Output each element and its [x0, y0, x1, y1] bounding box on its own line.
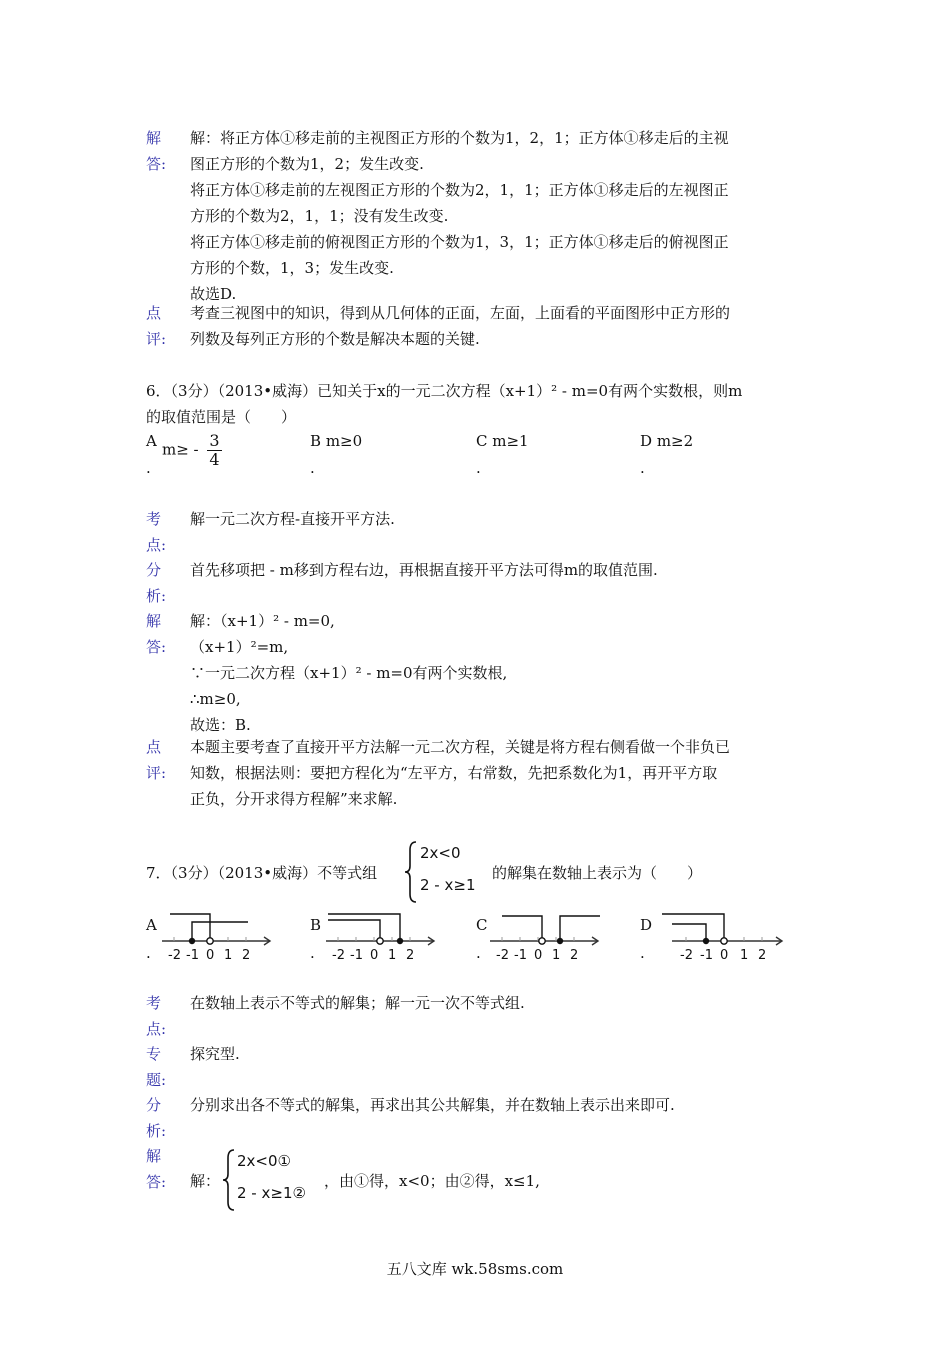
q7-option-d-number-line[interactable] [660, 906, 785, 962]
q7-option-b-dot: . [310, 944, 315, 962]
q6-comment-text: 本题主要考查了直接开平方法解一元二次方程，关键是将方程右侧看做一个非负已 知数，根据法则：要把方程化为“左平方，右常数，先把系数化为1，再开平方取 正负，分开求得方程解”来求解. [190, 738, 731, 808]
q7-ineq-2: 2 - x≥1 [420, 876, 476, 894]
q6-stem: 6．（3分）（2013•威海）已知关于x的一元二次方程（x+1）² - m=0有两个实数根，则m 的取值范围是（ ） [146, 382, 743, 426]
q7-option-a-dot: . [146, 944, 151, 962]
tick-label: -2 [332, 948, 345, 962]
q7-option-c-dot: . [476, 944, 481, 962]
tick-label: 1 [224, 948, 233, 962]
q6-answer-text: 解：（x+1）² - m=0, （x+1）²=m, ∵一元二次方程（x+1）² - m=0有两个实数根, ∴m≥0, 故选：B. [190, 612, 508, 734]
closed-point [189, 938, 195, 944]
q7-answer-label: 解 答: [146, 1147, 167, 1191]
open-point [721, 938, 727, 944]
open-point [539, 938, 545, 944]
q5-answer-label: 解 答: [146, 129, 167, 173]
q7-answer-prefix: 解： [190, 1172, 221, 1190]
q5-comment-text: 考查三视图中的知识，得到从几何体的正面，左面，上面看的平面图形中正方形的 列数及每列正方形的个数是解决本题的关键. [190, 304, 731, 348]
tick-label: -2 [496, 948, 509, 962]
q7-zhuanti-text: 探究型. [190, 1045, 240, 1063]
tick-label: 1 [552, 948, 561, 962]
q6-option-c-dot: . [476, 459, 481, 477]
q5-comment-label: 点 评: [146, 304, 167, 348]
tick-label: 1 [388, 948, 397, 962]
tick-label: 0 [720, 948, 729, 962]
q7-answer-ineq-2: 2 - x≥1② [237, 1184, 306, 1202]
tick-label: -1 [186, 948, 199, 962]
q7-stem-suffix: 的解集在数轴上表示为（ ） [492, 864, 703, 882]
tick-label: 0 [370, 948, 379, 962]
q7-option-d-dot: . [640, 944, 645, 962]
tick-label: 1 [740, 948, 749, 962]
q7-zhuanti-label: 专 题: [146, 1045, 167, 1089]
q7-option-d[interactable]: D [640, 916, 653, 934]
closed-point [557, 938, 563, 944]
closed-point [397, 938, 403, 944]
q6-option-a-dot: . [146, 459, 151, 477]
q7-kaodian-label: 考 点: [146, 994, 167, 1038]
q7-answer-ineq-1: 2x<0① [237, 1152, 291, 1170]
q7-option-a-number-line[interactable] [160, 906, 275, 962]
closed-point [703, 938, 709, 944]
tick-label: -2 [680, 948, 693, 962]
open-point [207, 938, 213, 944]
q6-fenxi-label: 分 析: [146, 561, 167, 605]
q7-answer-suffix: ，由①得，x<0；由②得，x≤1, [324, 1172, 540, 1190]
tick-label: -1 [350, 948, 363, 962]
q7-option-a[interactable]: A [146, 916, 157, 934]
q6-option-c[interactable]: C m≥1 [476, 432, 529, 450]
q5-answer-text: 解：将正方体①移走前的主视图正方形的个数为1，2，1；正方体①移走后的主视 图正方形的个数为1，2；发生改变. 将正方体①移走前的左视图正方形的个数为2，1，1；正方体①移走后的左视图正 方形的个数为2，1，1；没有发生改变. 将正方体①移走前的俯视图正方形的个数为1，3，1；正方体①移走后的俯视图正 方形的个数，1，3；发生改变. 故选D. [190, 129, 729, 303]
tick-label: -1 [700, 948, 713, 962]
tick-label: 2 [758, 948, 767, 962]
q6-kaodian-label: 考 点: [146, 510, 167, 554]
q7-option-b[interactable]: B [310, 916, 322, 934]
tick-label: -2 [168, 948, 181, 962]
q7-option-c-number-line[interactable] [488, 906, 603, 962]
q6-fenxi-text: 首先移项把 - m移到方程右边，再根据直接开平方法可得m的取值范围. [190, 561, 658, 579]
q7-system-brace [404, 840, 418, 904]
q6-answer-label: 解 答: [146, 612, 167, 656]
q6-option-d[interactable]: D m≥2 [640, 432, 694, 450]
tick-label: 2 [406, 948, 415, 962]
q7-answer-brace [222, 1148, 236, 1212]
q7-ineq-1: 2x<0 [420, 844, 461, 862]
tick-label: 0 [534, 948, 543, 962]
q7-fenxi-text: 分别求出各不等式的解集，再求出其公共解集，并在数轴上表示出来即可. [190, 1096, 675, 1114]
tick-label: 2 [242, 948, 251, 962]
q7-fenxi-label: 分 析: [146, 1096, 167, 1140]
q6-comment-label: 点 评: [146, 738, 167, 782]
tick-label: 2 [570, 948, 579, 962]
q6-option-d-dot: . [640, 459, 645, 477]
tick-label: -1 [514, 948, 527, 962]
q6-kaodian-text: 解一元二次方程-直接开平方法. [190, 510, 395, 528]
q7-stem-prefix: 7．（3分）（2013•威海）不等式组 [146, 864, 378, 882]
fraction-three-quarters: $\frac{3}{4}$ [209, 431, 220, 469]
q7-option-c[interactable]: C [476, 916, 488, 934]
tick-label: 0 [206, 948, 215, 962]
q7-option-b-number-line[interactable] [324, 906, 439, 962]
open-point [377, 938, 383, 944]
q6-option-a[interactable]: A [146, 432, 157, 450]
q6-option-b[interactable]: B m≥0 [310, 432, 363, 450]
q6-option-b-dot: . [310, 459, 315, 477]
q7-kaodian-text: 在数轴上表示不等式的解集；解一元一次不等式组. [190, 994, 525, 1012]
page-footer: 五八文库 wk.58sms.com [386, 1260, 564, 1278]
q6-option-a-text: m≥ - $\frac{3}{4}$ [162, 431, 220, 469]
